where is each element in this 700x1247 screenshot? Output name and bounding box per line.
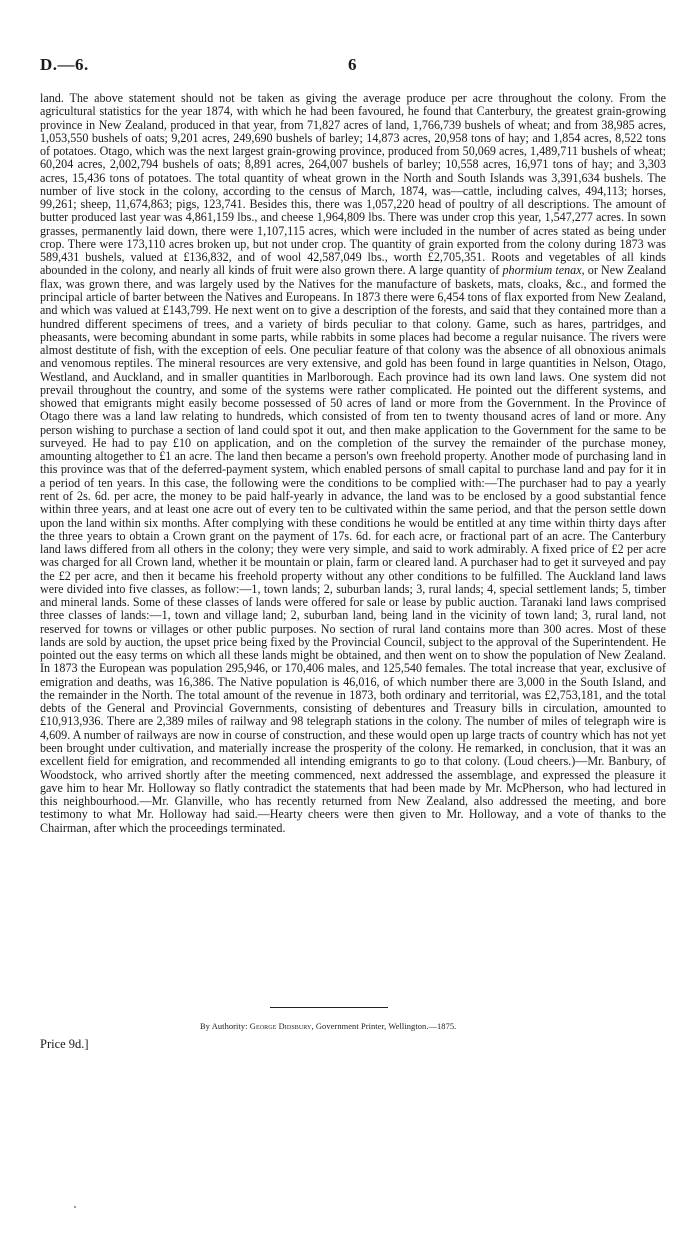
- body-text-part-2: , or New Zealand flax, was grown there, and was largely used by the Natives for the manufacture of baskets, mats, cloaks, &c., and formed the principal article of barter between the Natives and Europeans. In 1873 there were 6,454 tons of flax exported from New Zealand, and which was valued at £143,799. He next went on to give a description of the forests, and said that they contained more than a hundred different specimens of trees, and a variety of birds peculiar to that colony. Game, such as hares, partridges, and pheasants, were becoming abundant in some parts, while rabbits in some places had become a regular nuisance. The rivers were almost destitute of fish, with the exception of eels. One peculiar feature of that colony was the absence of all obnoxious animals and venomous reptiles. The mineral resources are very extensive, and gold has been found in large quantities in Nelson, Otago, Westland, and Auckland, and in smaller quantities in Marlborough. Each province had its own land laws. One system did not prevail throughout the country, and some of the systems were rather complicated. He pointed out the different systems, and showed that emigrants might easily become possessed of 50 acres of land or more from the Government. In the Province of Otago there was a land law relating to hundreds, which consisted of from ten to twenty thousand acres of land or more. Any person wishing to purchase a section of land could spot it out, and then make application to the Government for the same to be surveyed. He had to pay £10 on application, and on the completion of the survey the remainder of the purchase money, amounting altogether to £1 an acre. The land then became a person's own freehold property. Another mode of purchasing land in this province was that of the deferred-payment system, which enabled persons of small capital to purchase land and pay for it in a period of ten years. In this case, the following were the conditions to be complied with:—The purchaser had to pay a yearly rent of 2s. 6d. per acre, the money to be paid half-yearly in advance, the land was to be enclosed by a good substantial fence within three years, and at least one acre out of every ten to be cultivated within the same period, and that the person settle down upon the land within six months. After complying with these conditions he would be entitled at any time within thirty days after the three years to obtain a Crown grant on the payment of 17s. 6d. for each acre, or fractional part of an acre. The Canterbury land laws differed from all others in the colony; they were very simple, and said to work admirably. A fixed price of £2 per acre was charged for all Crown land, whether it be mountain or plain, farm or cleared land. A purchaser had to get it surveyed and pay the £2 per acre, and then it became his freehold property without any other conditions to be fulfilled. The Auckland land laws were divided into five classes, as follow:—1, town lands; 2, suburban lands; 3, rural lands; 4, special settlement lands; 5, timber and mineral lands. Some of these classes of lands were offered for sale or lease by public auction. Taranaki land laws comprised three classes of lands:—1, town and village land; 2, suburban land, being land in the vicinity of town land; 3, rural land, not reserved for towns or villages or other public purposes. No section of rural land contains more than 300 acres. Most of these lands are sold by auction, the upset price being fixed by the Provincial Council, subject to the approval of the Superintendent. He pointed out the easy terms on which all these lands might be obtained, and then went on to show the population of New Zealand. In 1873 the European was population 295,946, or 170,406 males, and 125,540 females. The total increase that year, exclusive of emigration and deaths, was 16,386. The Native population is 46,016, of which number there are 3,000 in the South Island, and the remainder in the North. The total amount of the revenue in 1873, both ordinary and territorial, was £2,753,181, and the total debts of the General and Provincial Governments, consisting of debentures and Treasury bills in circulation, amounted to £10,913,936. There are 2,389 miles of railway and 98 telegraph stations in the colony. The number of miles of telegraph wire is 4,609. A number of railways are now in course of construction, and these would open up large tracts of country which has not yet been brought under cultivation, and materially increase the prosperity of the colony. He remarked, in conclusion, that it was an excellent field for emigration, and recommended all intending emigrants to go to that colony. (Loud cheers.)—Mr. Banbury, of Woodstock, who arrived shortly after the meeting commenced, next addressed the assemblage, and expressed the pleasure it gave him to hear Mr. Holloway so flatly contradict the statements that had been made by Mr. McPherson, who had lectured in this neighbourhood.—Mr. Glanville, who has recently returned from New Zealand, also addressed the meeting, and bore testimony to what Mr. Holloway had said.—Hearty cheers were then given to Mr. Holloway, and a vote of thanks to the Chairman, after which the proceedings terminated.: [40, 263, 666, 835]
- price-label: Price 9d.]: [40, 1037, 89, 1051]
- body-text-part-1: land. The above statement should not be taken as giving the average produce per acre throughout the colony. From the agricultural statistics for the year 1874, with which he had been favoured, he found that Canterbury, the greatest grain-growing province in New Zealand, produced in that year, from 71,827 acres of land, 1,766,739 bushels of wheat; and from 38,985 acres, 1,053,550 bushels of oats; 9,201 acres, 249,690 bushels of barley; 14,873 acres, 20,958 tons of hay; and 1,854 acres, 8,522 tons of potatoes. Otago, which was the next largest grain-growing province, produced from 50,069 acres, 1,489,711 bushels of wheat; 60,204 acres, 2,002,794 bushels of oats; 8,891 acres, 264,007 bushels of barley; 10,558 acres, 16,971 tons of hay; and 3,303 acres, 15,436 tons of potatoes. The total quantity of wheat grown in the North and South Islands was 3,391,634 bushels. The number of live stock in the colony, according to the census of March, 1874, was—cattle, including calves, 494,113; horses, 99,261; sheep, 11,674,863; pigs, 123,741. Besides this, there was 1,057,220 head of poultry of all descriptions. The amount of butter produced last year was 4,861,159 lbs., and cheese 1,964,809 lbs. There was under crop this year, 1,547,277 acres. In sown grasses, permanently laid down, there were 1,107,115 acres, which were included in the number of acres stated as being under crop. There were 173,110 acres broken up, but not under crop. The quantity of grain exported from the colony during 1873 was 589,431 bushels, valued at £136,832, and of wool 42,587,049 lbs., worth £2,705,351. Roots and vegetables of all kinds abounded in the colony, and nearly all kinds of fruit were also grown there. A large quantity of: [40, 91, 666, 278]
- body-paragraph: [40, 92, 666, 835]
- footer-rule: [270, 1007, 388, 1008]
- printer-imprint: [200, 1022, 456, 1031]
- imprint-suffix: , Government Printer, Wellington.—1875.: [311, 1022, 457, 1031]
- body-text-italic-term: phormium tenax: [502, 263, 582, 278]
- document-code: D.—6.: [40, 55, 89, 74]
- paper-speck: [74, 1206, 76, 1208]
- imprint-prefix: By Authority:: [200, 1022, 250, 1031]
- imprint-printer-name: George Didsbury: [249, 1022, 312, 1031]
- page-number: 6: [348, 55, 357, 74]
